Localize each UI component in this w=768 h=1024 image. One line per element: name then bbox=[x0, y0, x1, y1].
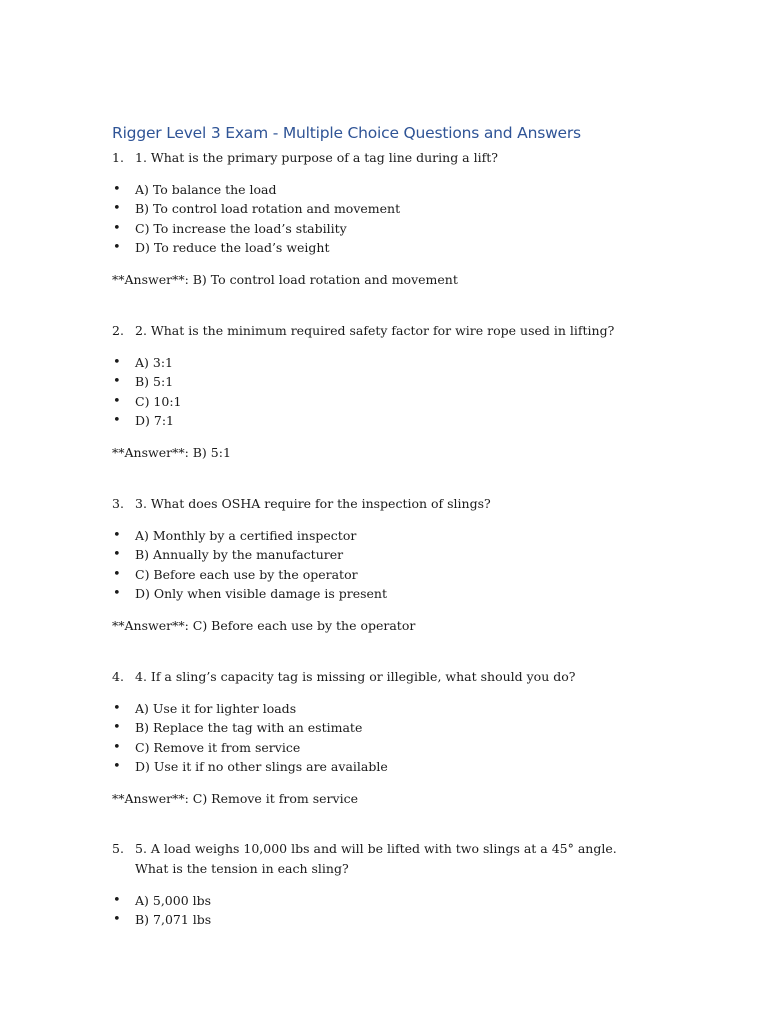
question-prompt: 3. What does OSHA require for the inspection of slings? bbox=[135, 496, 491, 511]
question-text-1 bbox=[112, 148, 652, 168]
option-label: C) Remove it from service bbox=[135, 739, 301, 755]
option-label: B) 5:1 bbox=[135, 374, 174, 390]
bullet-dot-icon: • bbox=[113, 528, 121, 543]
option-item bbox=[112, 545, 652, 564]
option-item bbox=[112, 353, 652, 372]
answer-text-2: **Answer**: B) 5:1 bbox=[112, 445, 231, 461]
option-label: A) 5,000 lbs bbox=[135, 893, 212, 908]
bullet-dot-icon: • bbox=[113, 393, 121, 409]
question-text-2 bbox=[112, 321, 652, 341]
option-item bbox=[112, 738, 652, 757]
options-list-5 bbox=[112, 891, 652, 930]
option-label: D) Use it if no other slings are available bbox=[135, 758, 388, 774]
question-number: 1. bbox=[112, 150, 124, 165]
question-number: 3. bbox=[112, 496, 124, 511]
question-block-1 bbox=[112, 148, 652, 290]
option-item bbox=[112, 891, 652, 910]
option-label: D) To reduce the load’s weight bbox=[135, 239, 330, 255]
option-label: A) Use it for lighter loads bbox=[135, 701, 297, 716]
bullet-dot-icon: • bbox=[113, 239, 121, 255]
option-item bbox=[112, 699, 652, 718]
bullet-dot-icon: • bbox=[113, 201, 121, 217]
question-prompt: 1. What is the primary purpose of a tag line during a lift? bbox=[135, 150, 498, 165]
option-item bbox=[112, 180, 652, 199]
bullet-dot-icon: • bbox=[113, 701, 121, 716]
option-item bbox=[112, 392, 652, 411]
option-item bbox=[112, 757, 652, 776]
bullet-dot-icon: • bbox=[113, 720, 121, 736]
option-label: B) To control load rotation and movement bbox=[135, 201, 401, 217]
question-block-2 bbox=[112, 321, 652, 463]
options-list-1 bbox=[112, 180, 652, 257]
question-text-3 bbox=[112, 494, 652, 514]
option-item bbox=[112, 219, 652, 238]
option-item bbox=[112, 372, 652, 391]
document-title: Rigger Level 3 Exam - Multiple Choice Questions and Answers bbox=[112, 124, 581, 142]
option-label: A) Monthly by a certified inspector bbox=[135, 528, 357, 543]
options-list-3 bbox=[112, 526, 652, 603]
bullet-dot-icon: • bbox=[113, 220, 121, 236]
option-label: C) Before each use by the operator bbox=[135, 566, 358, 582]
answer-text-4: **Answer**: C) Remove it from service bbox=[112, 791, 358, 807]
option-item bbox=[112, 584, 652, 603]
option-item bbox=[112, 526, 652, 545]
option-label: A) To balance the load bbox=[135, 182, 277, 197]
option-label: C) To increase the load’s stability bbox=[135, 220, 347, 236]
option-label: C) 10:1 bbox=[135, 393, 182, 409]
option-label: B) 7,071 lbs bbox=[135, 912, 212, 928]
option-label: D) Only when visible damage is present bbox=[135, 585, 387, 601]
question-prompt: 4. If a sling’s capacity tag is missing or illegible, what should you do? bbox=[135, 669, 576, 684]
bullet-dot-icon: • bbox=[113, 893, 121, 908]
option-item bbox=[112, 411, 652, 430]
bullet-dot-icon: • bbox=[113, 547, 121, 563]
options-list-4 bbox=[112, 699, 652, 776]
option-label: D) 7:1 bbox=[135, 412, 174, 428]
question-prompt: 2. What is the minimum required safety factor for wire rope used in lifting? bbox=[135, 323, 615, 338]
question-block-5 bbox=[112, 839, 652, 930]
question-number: 2. bbox=[112, 323, 124, 338]
options-list-2 bbox=[112, 353, 652, 430]
bullet-dot-icon: • bbox=[113, 566, 121, 582]
bullet-dot-icon: • bbox=[113, 374, 121, 390]
bullet-dot-icon: • bbox=[113, 182, 121, 197]
option-label: A) 3:1 bbox=[135, 355, 173, 370]
bullet-dot-icon: • bbox=[113, 758, 121, 774]
bullet-dot-icon: • bbox=[113, 355, 121, 370]
question-text-4 bbox=[112, 667, 652, 687]
question-block-3 bbox=[112, 494, 652, 636]
option-item bbox=[112, 565, 652, 584]
bullet-dot-icon: • bbox=[113, 585, 121, 601]
question-number: 4. bbox=[112, 669, 124, 684]
bullet-dot-icon: • bbox=[113, 739, 121, 755]
answer-text-1: **Answer**: B) To control load rotation and movement bbox=[112, 272, 458, 288]
option-label: B) Annually by the manufacturer bbox=[135, 547, 344, 563]
option-item bbox=[112, 910, 652, 929]
option-item bbox=[112, 238, 652, 257]
option-item bbox=[112, 199, 652, 218]
question-block-4 bbox=[112, 667, 652, 809]
option-item bbox=[112, 718, 652, 737]
bullet-dot-icon: • bbox=[113, 412, 121, 428]
question-number: 5. bbox=[112, 841, 124, 856]
option-label: B) Replace the tag with an estimate bbox=[135, 720, 363, 736]
question-prompt: 5. A load weighs 10,000 lbs and will be lifted with two slings at a 45° angle. What is the tension in each sling? bbox=[135, 841, 617, 876]
bullet-dot-icon: • bbox=[113, 912, 121, 928]
answer-text-3: **Answer**: C) Before each use by the operator bbox=[112, 618, 416, 634]
question-text-5 bbox=[112, 839, 652, 879]
